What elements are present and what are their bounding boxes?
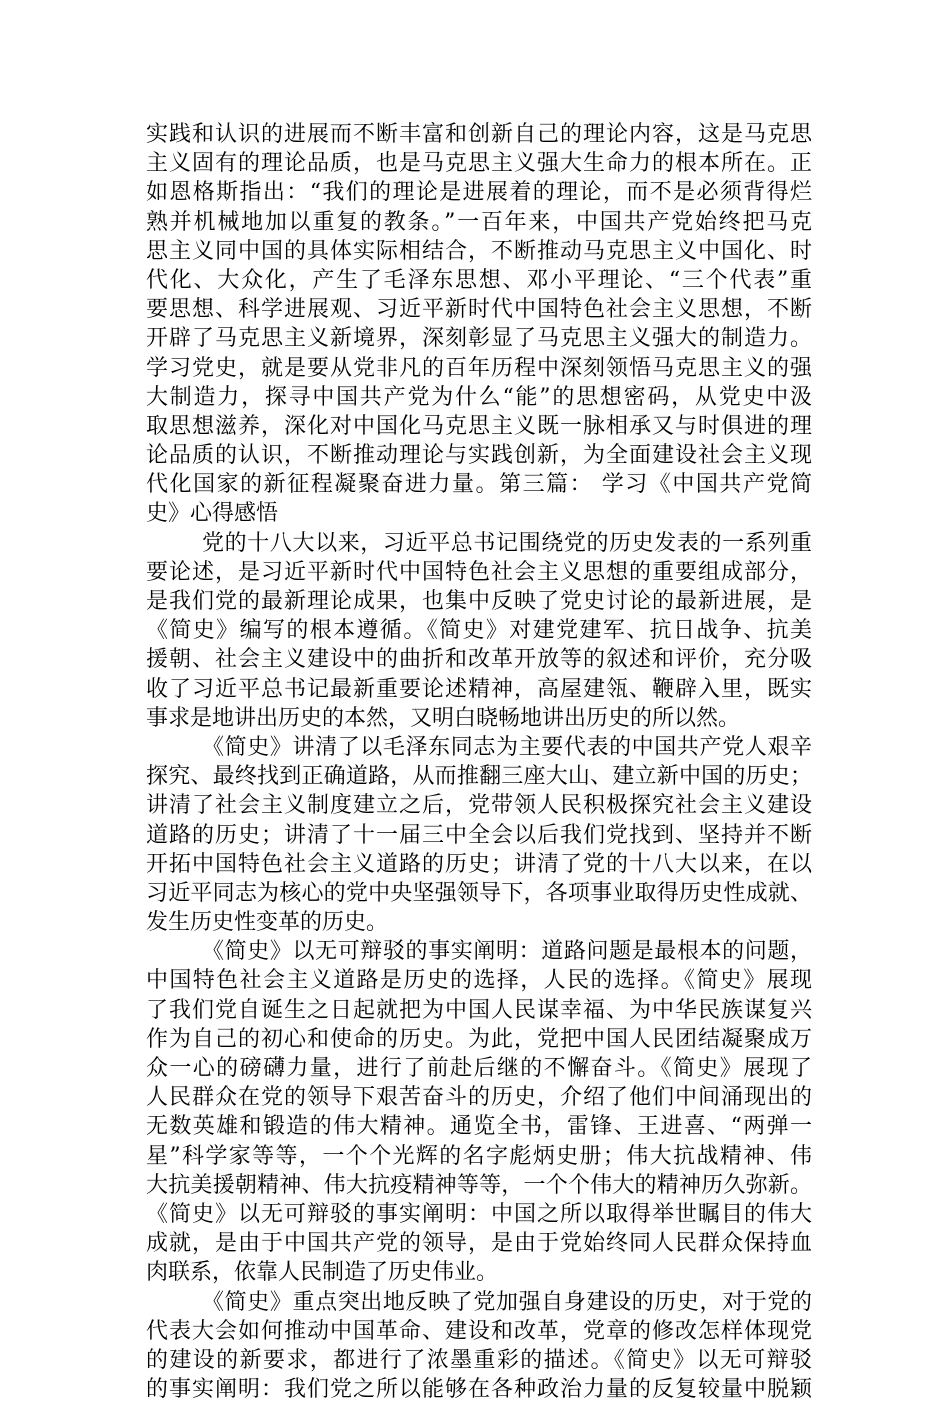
text-line: 的建设的新要求，都进行了浓墨重彩的描述。《简史》以无可辩驳	[146, 1347, 812, 1373]
text-line: 讲清了社会主义制度建立之后，党带领人民积极探究社会主义建设	[146, 793, 812, 819]
text-line: 要思想、科学进展观、习近平新时代中国特色社会主义思想，不断	[146, 297, 812, 323]
text-line: 党的十八大以来，习近平总书记围绕党的历史发表的一系列重	[202, 530, 812, 556]
text-line: 习近平同志为核心的党中央坚强领导下，各项事业取得历史性成就、	[146, 880, 812, 906]
text-line: 开辟了马克思主义新境界，深刻彰显了马克思主义强大的制造力。	[146, 326, 812, 352]
text-line: 代表大会如何推动中国革命、建设和改革，党章的修改怎样体现党	[146, 1318, 812, 1344]
text-line: 思主义同中国的具体实际相结合，不断推动马克思主义中国化、时	[146, 238, 812, 264]
text-line: 发生历史性变革的历史。	[146, 910, 389, 936]
text-line: 人民群众在党的领导下艰苦奋斗的历史，介绍了他们中间涌现出的	[146, 1085, 812, 1111]
text-line: 学习党史，就是要从党非凡的百年历程中深刻领悟马克思主义的强	[146, 355, 812, 381]
text-line: 肉联系，依靠人民制造了历史伟业。	[146, 1260, 499, 1286]
text-line: 成就，是由于中国共产党的领导，是由于党始终同人民群众保持血	[146, 1231, 812, 1257]
text-line: 事求是地讲出历史的本然，又明白晓畅地讲出历史的所以然。	[146, 705, 741, 731]
text-line: 无数英雄和锻造的伟大精神。通览全书，雷锋、王进喜、“两弹一	[146, 1114, 812, 1140]
text-line: 论品质的认识，不断推动理论与实践创新，为全面建设社会主义现	[146, 443, 812, 469]
text-line: 代化、大众化，产生了毛泽东思想、邓小平理论、“三个代表”重	[146, 267, 812, 293]
text-line: 《简史》以无可辩驳的事实阐明：道路问题是最根本的问题，	[202, 939, 812, 965]
text-line: 主义固有的理论品质，也是马克思主义强大生命力的根本所在。正	[146, 151, 812, 177]
text-line: 熟并机械地加以重复的教条。”一百年来，中国共产党始终把马克	[146, 209, 812, 235]
text-line: 中国特色社会主义道路是历史的选择，人民的选择。《简史》展现	[146, 968, 812, 994]
text-line: 史》心得感悟	[146, 501, 279, 527]
text-line: 众一心的磅礴力量，进行了前赴后继的不懈奋斗。《简史》展现了	[146, 1056, 812, 1081]
text-line: 《简史》讲清了以毛泽东同志为主要代表的中国共产党人艰辛	[202, 734, 812, 760]
text-line: 如恩格斯指出：“我们的理论是进展着的理论，而不是必须背得烂	[146, 180, 812, 206]
text-line: 代化国家的新征程凝聚奋进力量。第三篇： 学习《中国共产党简	[146, 472, 812, 498]
text-line: 了我们党自诞生之日起就把为中国人民谋幸福、为中华民族谋复兴	[146, 997, 812, 1023]
text-line: 收了习近平总书记最新重要论述精神，高屋建瓴、鞭辟入里，既实	[146, 676, 812, 702]
text-line: 《简史》重点突出地反映了党加强自身建设的历史，对于党的	[202, 1289, 812, 1315]
text-line: 开拓中国特色社会主义道路的历史；讲清了党的十八大以来，在以	[146, 851, 812, 877]
text-line: 要论述，是习近平新时代中国特色社会主义思想的重要组成部分，	[146, 559, 812, 585]
body-text	[146, 120, 812, 1404]
text-line: 援朝、社会主义建设中的曲折和改革开放等的叙述和评价，充分吸	[146, 647, 812, 673]
text-line: 星”科学家等等，一个个光辉的名字彪炳史册；伟大抗战精神、伟	[146, 1143, 812, 1169]
text-line: 是我们党的最新理论成果，也集中反映了党史讨论的最新进展，是	[146, 589, 812, 614]
text-line: 取思想滋养，深化对中国化马克思主义既一脉相承又与时俱进的理	[146, 413, 812, 439]
text-line: 探究、最终找到正确道路，从而推翻三座大山、建立新中国的历史；	[146, 764, 812, 790]
text-line: 大制造力，探寻中国共产党为什么“能”的思想密码，从党史中汲	[146, 384, 812, 410]
text-line: 实践和认识的进展而不断丰富和创新自己的理论内容，这是马克思	[146, 122, 812, 147]
text-line: 大抗美援朝精神、伟大抗疫精神等等，一个个伟大的精神历久弥新。	[146, 1172, 812, 1198]
text-line: 的事实阐明：我们党之所以能够在各种政治力量的反复较量中脱颖	[146, 1377, 812, 1403]
text-line: 《简史》编写的根本遵循。《简史》对建党建军、抗日战争、抗美	[146, 618, 812, 644]
text-line: 《简史》以无可辩驳的事实阐明：中国之所以取得举世瞩目的伟大	[146, 1201, 812, 1227]
text-line: 作为自己的初心和使命的历史。为此，党把中国人民团结凝聚成万	[146, 1026, 812, 1052]
text-line: 道路的历史；讲清了十一届三中全会以后我们党找到、坚持并不断	[146, 822, 812, 848]
